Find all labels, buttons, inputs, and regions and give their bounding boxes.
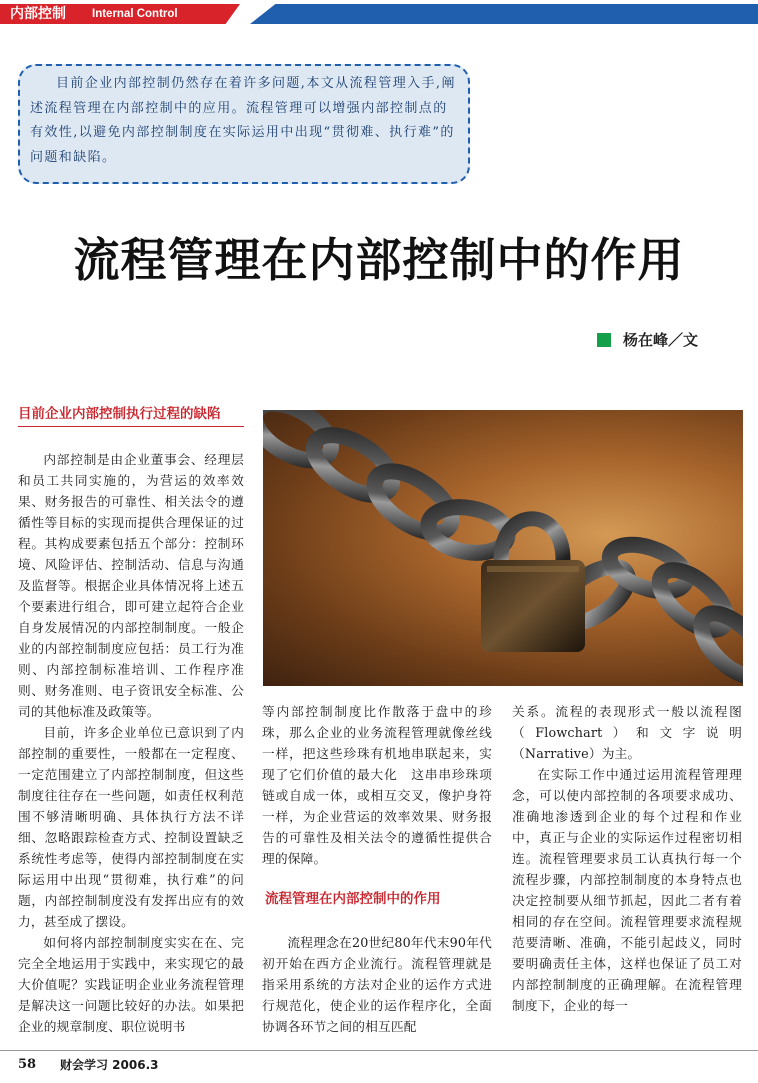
section-banner <box>0 0 758 26</box>
paragraph: 等内部控制制度比作散落于盘中的珍珠，那么企业的业务流程管理就像丝线一样，把这些珍珠有机地串联起来，实现了它们价值的最大化 这串串珍珠项链或自成一体，或相互交叉，像护身符一样，为企业营运的效率效果、财务报告的可靠性及相关法令的遵循性提供合理的保障。 <box>262 704 492 866</box>
paragraph: 关系。流程的表现形式一般以流程图（Flowchart）和文字说明（Narrative）为主。 <box>512 704 742 761</box>
abstract-text: 目前企业内部控制仍然存在着许多问题,本文从流程管理入手,阐述流程管理在内部控制中的应用。流程管理可以增强内部控制点的有效性,以避免内部控制制度在实际运用中出现“贯彻难、执行难”的问题和缺陷。 <box>30 76 456 165</box>
byline-square-icon <box>597 333 611 347</box>
paragraph: 如何将内部控制制度实实在在、完完全全地运用于实践中，来实现它的最大价值呢？实践证明企业业务流程管理是解决这一问题比较好的办法。如果把企业的规章制度、职位说明书 <box>18 935 244 1034</box>
banner-blue-block <box>250 4 758 24</box>
column-1 <box>18 449 244 1037</box>
banner-section-en: Internal Control <box>92 8 178 20</box>
paragraph: 流程理念在20世纪80年代末90年代初开始在西方企业流行。流程管理就是指采用系统的方法对企业的运作方式进行规范化，使企业的运作程序化，全面协调各环节之间的相互匹配 <box>262 935 492 1034</box>
article-title: 流程管理在内部控制中的作用 <box>73 233 685 287</box>
author-name: 杨在峰／文 <box>623 331 699 349</box>
column-3 <box>512 701 742 1016</box>
section-heading-defects: 目前企业内部控制执行过程的缺陷 <box>18 406 221 422</box>
column-2-continued <box>262 932 492 1037</box>
paragraph: 在实际工作中通过运用流程管理理念，可以使内部控制的各项要求成功、准确地渗透到企业的每个过程和作业中，真正与企业的实际运作过程密切相连。流程管理要求员工认真执行每一个流程步骤，内部控制制度的本身特点也决定控制要从细节抓起，因此二者有着相同的存在空间。流程管理要求流程规范要清晰、准确，不能引起歧义，同时要明确责任主体，这样也保证了员工对内部控制制度的正确理解。在流程管理制度下，企业的每一 <box>512 767 742 1013</box>
abstract-box <box>18 64 470 184</box>
paragraph: 内部控制是由企业董事会、经理层和员工共同实施的，为营运的效率效果、财务报告的可靠性、相关法令的遵循性等目标的实现而提供合理保证的过程。其构成要素包括五个部分：控制环境、风险评估、控制活动、信息与沟通及监督等。根据企业具体情况将上述五个要素进行组合，即可建立起符合企业自身发展情况的内部控制制度。一般企业的内部控制制度应包括：员工行为准则、内部控制标准培训、工作程序准则、财务准则、电子资讯安全标准、公司的其他标准及政策等。 <box>18 452 244 719</box>
journal-issue: 财会学习 2006.3 <box>60 1058 159 1072</box>
section-heading-rule <box>18 426 244 427</box>
column-2 <box>262 701 492 869</box>
page-number: 58 <box>18 1057 37 1072</box>
banner-section-cn: 内部控制 <box>10 6 66 22</box>
section-heading-role: 流程管理在内部控制中的作用 <box>265 891 441 907</box>
paragraph: 目前，许多企业单位已意识到了内部控制的重要性，一般都在一定程度、一定范围建立了内部控制制度，但这些制度往往存在一些问题，如责任权利范围不够清晰明确、具体执行方法不详细、忽略跟踪检查方式、控制设置缺乏系统性考虑等，使得内部控制制度在实际运用中出现“贯彻难，执行难”的问题，内部控制制度没有发挥出应有的效力，甚至成了摆设。 <box>18 725 244 929</box>
chain-lock-illustration <box>263 410 743 686</box>
chain-padlock-photo <box>263 410 743 686</box>
footer-rule <box>0 1050 758 1051</box>
